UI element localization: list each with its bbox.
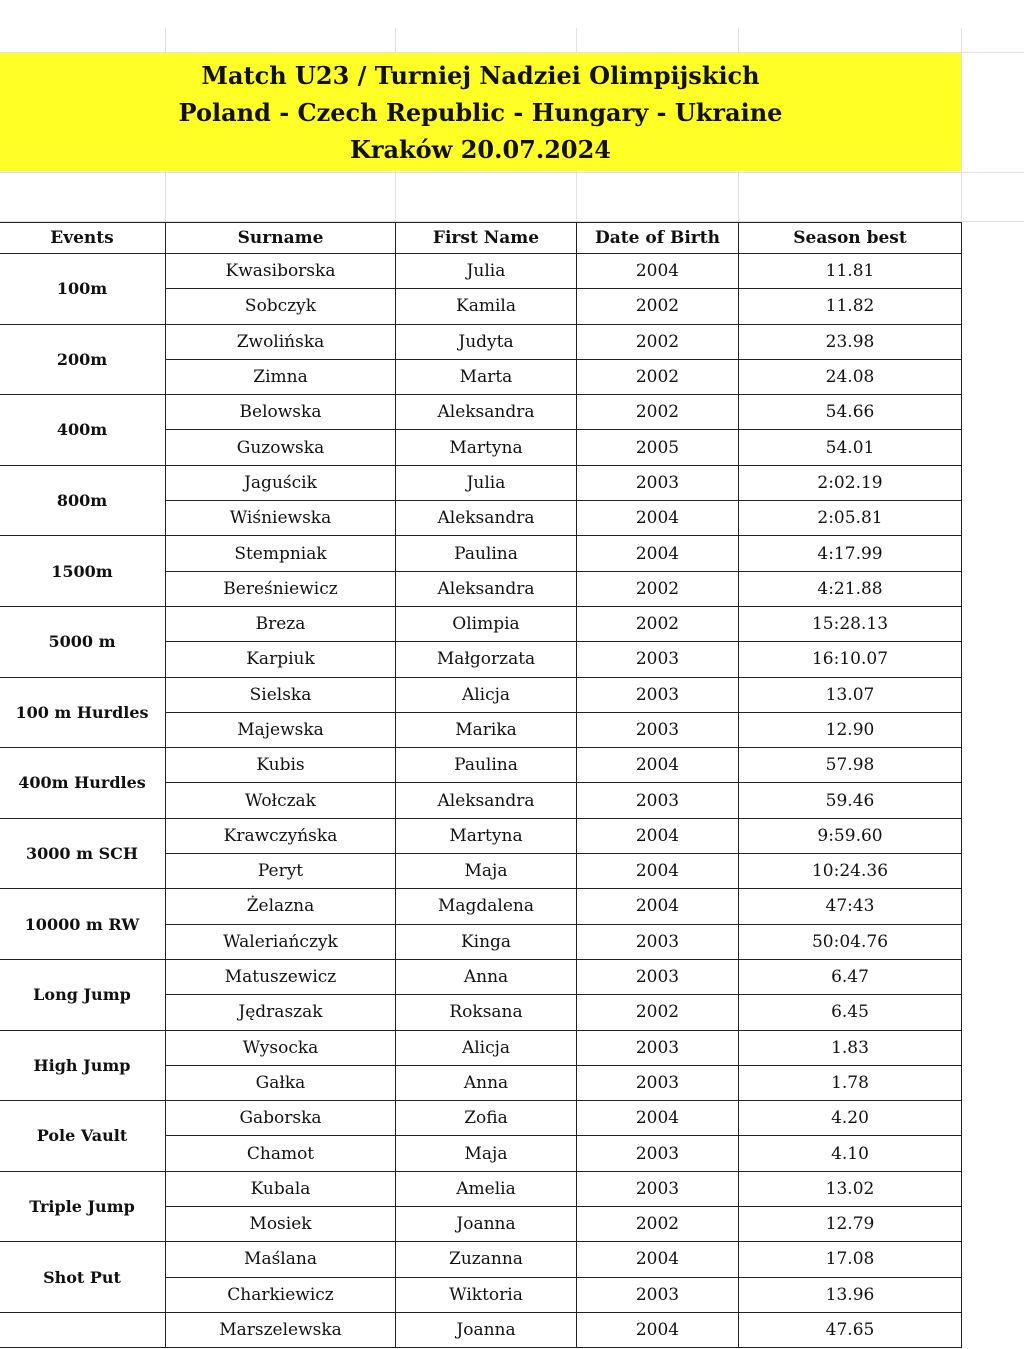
first-name-cell[interactable]: Aleksandra — [396, 501, 577, 536]
date-of-birth-cell[interactable]: 2005 — [577, 430, 739, 465]
table-row — [0, 1312, 962, 1347]
date-of-birth-cell[interactable]: 2003 — [577, 677, 739, 712]
date-of-birth-cell[interactable]: 2004 — [577, 1242, 739, 1277]
event-name-cell[interactable] — [0, 1312, 166, 1347]
surname-cell[interactable]: Belowska — [166, 395, 396, 430]
title-line-1: Match U23 / Turniej Nadziei Olimpijskich — [201, 61, 760, 90]
surname-cell[interactable]: Jędraszak — [166, 995, 396, 1030]
date-of-birth-cell[interactable]: 2002 — [577, 995, 739, 1030]
event-name-cell[interactable]: Shot Put — [0, 1242, 166, 1313]
surname-cell[interactable]: Gaborska — [166, 1101, 396, 1136]
date-of-birth-cell[interactable]: 2002 — [577, 571, 739, 606]
column-header-first-name[interactable]: First Name — [396, 223, 577, 254]
surname-cell[interactable]: Karpiuk — [166, 642, 396, 677]
title-line-2: Poland - Czech Republic - Hungary - Ukraine — [178, 98, 783, 127]
event-name-cell[interactable]: 100m — [0, 254, 166, 325]
first-name-cell[interactable]: Aleksandra — [396, 571, 577, 606]
grid-line — [0, 172, 1024, 173]
event-name-cell[interactable]: 200m — [0, 324, 166, 395]
date-of-birth-cell[interactable]: 2003 — [577, 1136, 739, 1171]
first-name-cell[interactable]: Olimpia — [396, 606, 577, 641]
date-of-birth-cell[interactable]: 2003 — [577, 924, 739, 959]
surname-cell[interactable]: Wysocka — [166, 1030, 396, 1065]
results-body — [0, 254, 962, 1348]
table-row — [0, 677, 962, 712]
event-name-cell[interactable]: Pole Vault — [0, 1101, 166, 1172]
season-best-cell[interactable]: 4.10 — [739, 1136, 962, 1171]
first-name-cell[interactable]: Kinga — [396, 924, 577, 959]
season-best-cell[interactable]: 2:02.19 — [739, 465, 962, 500]
table-row — [0, 1242, 962, 1277]
first-name-cell[interactable]: Magdalena — [396, 889, 577, 924]
surname-cell[interactable]: Żelazna — [166, 889, 396, 924]
date-of-birth-cell[interactable]: 2002 — [577, 359, 739, 394]
column-header-date-of-birth[interactable]: Date of Birth — [577, 223, 739, 254]
surname-cell[interactable]: Bereśniewicz — [166, 571, 396, 606]
event-name-cell[interactable]: 800m — [0, 465, 166, 536]
first-name-cell[interactable]: Judyta — [396, 324, 577, 359]
season-best-cell[interactable]: 59.46 — [739, 783, 962, 818]
date-of-birth-cell[interactable]: 2002 — [577, 395, 739, 430]
first-name-cell[interactable]: Aleksandra — [396, 395, 577, 430]
season-best-cell[interactable]: 12.79 — [739, 1207, 962, 1242]
surname-cell[interactable]: Maślana — [166, 1242, 396, 1277]
date-of-birth-cell[interactable]: 2003 — [577, 1277, 739, 1312]
season-best-cell[interactable]: 15:28.13 — [739, 606, 962, 641]
first-name-cell[interactable]: Amelia — [396, 1171, 577, 1206]
season-best-cell[interactable]: 57.98 — [739, 748, 962, 783]
season-best-cell[interactable]: 11.82 — [739, 289, 962, 324]
column-header-surname[interactable]: Surname — [166, 223, 396, 254]
surname-cell[interactable]: Peryt — [166, 854, 396, 889]
season-best-cell[interactable]: 4.20 — [739, 1101, 962, 1136]
first-name-cell[interactable]: Maja — [396, 1136, 577, 1171]
date-of-birth-cell[interactable]: 2004 — [577, 854, 739, 889]
season-best-cell[interactable]: 16:10.07 — [739, 642, 962, 677]
first-name-cell[interactable]: Zuzanna — [396, 1242, 577, 1277]
table-row — [0, 254, 962, 289]
first-name-cell[interactable]: Kamila — [396, 289, 577, 324]
table-row — [0, 1171, 962, 1206]
season-best-cell[interactable]: 13.07 — [739, 677, 962, 712]
first-name-cell[interactable]: Marta — [396, 359, 577, 394]
season-best-cell[interactable]: 1.83 — [739, 1030, 962, 1065]
surname-cell[interactable]: Marszelewska — [166, 1312, 396, 1347]
season-best-cell[interactable]: 12.90 — [739, 712, 962, 747]
season-best-cell[interactable]: 9:59.60 — [739, 818, 962, 853]
season-best-cell[interactable]: 50:04.76 — [739, 924, 962, 959]
season-best-cell[interactable]: 4:17.99 — [739, 536, 962, 571]
surname-cell[interactable]: Zimna — [166, 359, 396, 394]
surname-cell[interactable]: Stempniak — [166, 536, 396, 571]
surname-cell[interactable]: Sobczyk — [166, 289, 396, 324]
first-name-cell[interactable]: Anna — [396, 1065, 577, 1100]
table-row — [0, 536, 962, 571]
first-name-cell[interactable]: Joanna — [396, 1207, 577, 1242]
date-of-birth-cell[interactable]: 2004 — [577, 1101, 739, 1136]
season-best-cell[interactable]: 54.01 — [739, 430, 962, 465]
season-best-cell[interactable]: 23.98 — [739, 324, 962, 359]
table-row — [0, 959, 962, 994]
surname-cell[interactable]: Kubala — [166, 1171, 396, 1206]
event-name-cell[interactable]: 100 m Hurdles — [0, 677, 166, 748]
surname-cell[interactable]: Kwasiborska — [166, 254, 396, 289]
table-row — [0, 395, 962, 430]
season-best-cell[interactable]: 13.02 — [739, 1171, 962, 1206]
surname-cell[interactable]: Jaguścik — [166, 465, 396, 500]
column-header-season-best[interactable]: Season best — [739, 223, 962, 254]
date-of-birth-cell[interactable]: 2004 — [577, 748, 739, 783]
season-best-cell[interactable]: 6.47 — [739, 959, 962, 994]
surname-cell[interactable]: Charkiewicz — [166, 1277, 396, 1312]
first-name-cell[interactable]: Marika — [396, 712, 577, 747]
season-best-cell[interactable]: 17.08 — [739, 1242, 962, 1277]
date-of-birth-cell[interactable]: 2003 — [577, 1065, 739, 1100]
surname-cell[interactable]: Mosiek — [166, 1207, 396, 1242]
date-of-birth-cell[interactable]: 2002 — [577, 1207, 739, 1242]
date-of-birth-cell[interactable]: 2004 — [577, 254, 739, 289]
surname-cell[interactable]: Chamot — [166, 1136, 396, 1171]
event-name-cell[interactable]: 400m — [0, 395, 166, 466]
table-row — [0, 465, 962, 500]
first-name-cell[interactable]: Paulina — [396, 748, 577, 783]
event-name-cell[interactable]: High Jump — [0, 1030, 166, 1101]
first-name-cell[interactable]: Paulina — [396, 536, 577, 571]
first-name-cell[interactable]: Martyna — [396, 818, 577, 853]
surname-cell[interactable]: Matuszewicz — [166, 959, 396, 994]
season-best-cell[interactable]: 54.66 — [739, 395, 962, 430]
first-name-cell[interactable]: Joanna — [396, 1312, 577, 1347]
event-name-cell[interactable]: 1500m — [0, 536, 166, 607]
surname-cell[interactable]: Guzowska — [166, 430, 396, 465]
event-name-cell[interactable]: 3000 m SCH — [0, 818, 166, 889]
table-row — [0, 1101, 962, 1136]
season-best-cell[interactable]: 13.96 — [739, 1277, 962, 1312]
table-row — [0, 324, 962, 359]
first-name-cell[interactable]: Aleksandra — [396, 783, 577, 818]
surname-cell[interactable]: Wiśniewska — [166, 501, 396, 536]
event-name-cell[interactable]: 5000 m — [0, 606, 166, 677]
first-name-cell[interactable]: Anna — [396, 959, 577, 994]
date-of-birth-cell[interactable]: 2003 — [577, 1171, 739, 1206]
header-row — [0, 223, 962, 254]
results-table — [0, 222, 962, 1348]
surname-cell[interactable]: Waleriańczyk — [166, 924, 396, 959]
season-best-cell[interactable]: 4:21.88 — [739, 571, 962, 606]
season-best-cell[interactable]: 24.08 — [739, 359, 962, 394]
date-of-birth-cell[interactable]: 2003 — [577, 783, 739, 818]
table-row — [0, 889, 962, 924]
column-header-events[interactable]: Events — [0, 223, 166, 254]
date-of-birth-cell[interactable]: 2004 — [577, 501, 739, 536]
first-name-cell[interactable]: Maja — [396, 854, 577, 889]
date-of-birth-cell[interactable]: 2002 — [577, 289, 739, 324]
surname-cell[interactable]: Sielska — [166, 677, 396, 712]
first-name-cell[interactable]: Julia — [396, 254, 577, 289]
date-of-birth-cell[interactable]: 2003 — [577, 465, 739, 500]
title-line-3: Kraków 20.07.2024 — [349, 135, 611, 164]
season-best-cell[interactable]: 47.65 — [739, 1312, 962, 1347]
date-of-birth-cell[interactable]: 2004 — [577, 536, 739, 571]
table-row — [0, 818, 962, 853]
date-of-birth-cell[interactable]: 2002 — [577, 606, 739, 641]
season-best-cell[interactable]: 47:43 — [739, 889, 962, 924]
table-row — [0, 1030, 962, 1065]
first-name-cell[interactable]: Małgorzata — [396, 642, 577, 677]
surname-cell[interactable]: Wołczak — [166, 783, 396, 818]
first-name-cell[interactable]: Zofia — [396, 1101, 577, 1136]
date-of-birth-cell[interactable]: 2003 — [577, 712, 739, 747]
season-best-cell[interactable]: 2:05.81 — [739, 501, 962, 536]
date-of-birth-cell[interactable]: 2003 — [577, 1030, 739, 1065]
surname-cell[interactable]: Majewska — [166, 712, 396, 747]
event-name-cell[interactable]: Triple Jump — [0, 1171, 166, 1242]
first-name-cell[interactable]: Julia — [396, 465, 577, 500]
date-of-birth-cell[interactable]: 2004 — [577, 889, 739, 924]
event-name-cell[interactable]: Long Jump — [0, 959, 166, 1030]
season-best-cell[interactable]: 11.81 — [739, 254, 962, 289]
date-of-birth-cell[interactable]: 2004 — [577, 818, 739, 853]
table-row — [0, 606, 962, 641]
event-name-cell[interactable]: 10000 m RW — [0, 889, 166, 960]
season-best-cell[interactable]: 10:24.36 — [739, 854, 962, 889]
first-name-cell[interactable]: Alicja — [396, 677, 577, 712]
surname-cell[interactable]: Gałka — [166, 1065, 396, 1100]
date-of-birth-cell[interactable]: 2003 — [577, 642, 739, 677]
date-of-birth-cell[interactable]: 2002 — [577, 324, 739, 359]
title-banner — [0, 53, 961, 171]
first-name-cell[interactable]: Martyna — [396, 430, 577, 465]
surname-cell[interactable]: Kubis — [166, 748, 396, 783]
first-name-cell[interactable]: Alicja — [396, 1030, 577, 1065]
surname-cell[interactable]: Krawczyńska — [166, 818, 396, 853]
first-name-cell[interactable]: Wiktoria — [396, 1277, 577, 1312]
surname-cell[interactable]: Breza — [166, 606, 396, 641]
date-of-birth-cell[interactable]: 2003 — [577, 959, 739, 994]
first-name-cell[interactable]: Roksana — [396, 995, 577, 1030]
event-name-cell[interactable]: 400m Hurdles — [0, 748, 166, 819]
date-of-birth-cell[interactable]: 2004 — [577, 1312, 739, 1347]
season-best-cell[interactable]: 1.78 — [739, 1065, 962, 1100]
season-best-cell[interactable]: 6.45 — [739, 995, 962, 1030]
surname-cell[interactable]: Zwolińska — [166, 324, 396, 359]
table-row — [0, 748, 962, 783]
